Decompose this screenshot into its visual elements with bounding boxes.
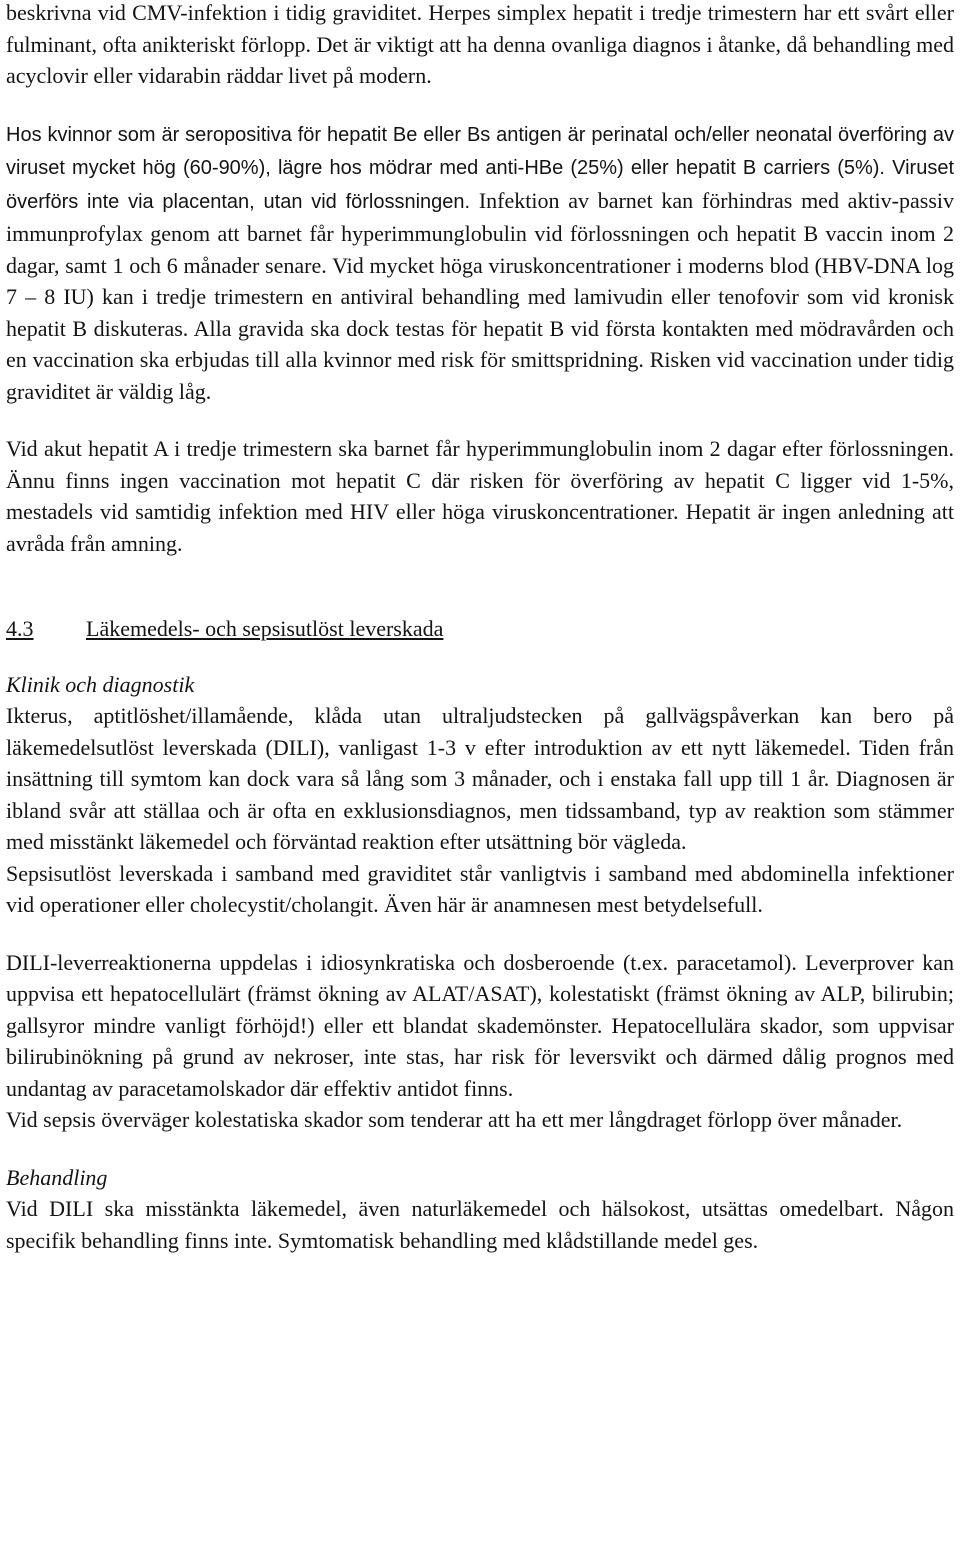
paragraph-klinik-sepsis: Sepsisutlöst leverskada i samband med graviditet står vanligtvis i samband med abdominella infektioner vid operationer eller cholecystit/cholangit. Även här är anamnesen mest betydelsefull. — [6, 860, 954, 917]
subheading-klinik: Klinik och diagnostik — [6, 671, 195, 697]
section-number: 4.3 — [6, 616, 34, 641]
paragraph-herpes: beskrivna vid CMV-infektion i tidig graviditet. Herpes simplex hepatit i tredje trimestern har ett svårt eller fulminant, ofta anikteriskt förlopp. Det är viktigt att ha denna ovanliga diagnos i åtanke, då behandling med acyclovir eller vidarabin räddar livet på modern. — [6, 0, 954, 88]
paragraph-spacer — [6, 92, 954, 118]
paragraph-spacer — [6, 1136, 954, 1162]
section-heading — [6, 613, 954, 645]
paragraph-hepatit-b — [6, 118, 954, 408]
paragraph-klinik-dili: DILI-leverreaktionerna uppdelas i idiosynkratiska och dosberoende (t.ex. paracetamol). Leverprover kan uppvisa ett hepatocellulärt (främst ökning av ALAT/ASAT), kolestatiskt (främst ökning av ALP, bilirubin; gallsyror mindre vanligt förhöjd!) eller ett blandat skademönster. Hepatocellulära skador, som uppvisar bilirubinökning på grund av nekroser, inte stas, har risk för leversvikt och därmed dålig prognos med undantag av paracetamolskador där effektiv antidot finns. — [6, 949, 954, 1101]
subheading-behandling: Behandling — [6, 1164, 108, 1190]
document-page — [6, 0, 954, 1256]
paragraph-hepatit-b-serif-run: Infektion av barnet kan förhindras med aktiv-passiv immunprofylax genom att barnet får hyperimmunglobulin vid förlossningen och hepatit B vaccin inom 2 dagar, samt 1 och 6 månader senare. Vid mycket höga viruskoncentrationer i moderns blod (HBV-DNA log 7 – 8 IU) kan i tredje trimestern en antiviral behandling med lamivudin eller tenofovir som vid kronisk hepatit B diskuteras. Alla gravida ska dock testas för hepatit B vid första kontakten med mödravården och en vaccination ska erbjudas till alla kvinnor med risk för smittspridning. Risken vid vaccination under tidig graviditet är väldig låg. — [6, 187, 954, 404]
paragraph-hepatit-b-sans-run: Hos kvinnor som är seropositiva för hepatit Be eller Bs antigen är perinatal och/eller neonatal överföring av viruset mycket hög (60-90%), lägre hos mödrar med anti-HBe (25%) eller hepatit B carriers (5%). Viruset överförs inte via placentan, utan vid förlossningen. — [6, 123, 954, 213]
paragraph-hepatit-a-c: Vid akut hepatit A i tredje trimestern ska barnet får hyperimmunglobulin inom 2 dagar efter förlossningen. Ännu finns ingen vaccination mot hepatit C där risken för överföring av hepatit C ligger vid 1-5%, mestadels vid samtidig infektion med HIV eller höga viruskoncentrationer. Hepatit är ingen anledning att avråda från amning. — [6, 436, 954, 556]
paragraph-behandling: Vid DILI ska misstänkta läkemedel, även naturläkemedel och hälsokost, utsättas omedelbart. Någon specifik behandling finns inte. Symtomatisk behandling med klådstillande medel ges. — [6, 1196, 954, 1253]
section-title: Läkemedels- och sepsisutlöst leverskada — [86, 616, 444, 641]
paragraph-klinik-ikterus: Ikterus, aptitlöshet/illamående, klåda utan ultraljudstecken på gallvägspåverkan kan bero på läkemedelsutlöst leverskada (DILI), vanligast 1-3 v efter introduktion av ett nytt läkemedel. Tiden från insättning till symtom kan dock vara så lång som 3 månader, och i enstaka fall upp till 1 år. Diagnosen är ibland svår att ställaa och är ofta en exklusionsdiagnos, men tidssamband, typ av reaktion som stämmer med misstänkt läkemedel och förväntad reaktion efter utsättning bör vägleda. — [6, 703, 954, 854]
paragraph-spacer — [6, 921, 954, 947]
paragraph-spacer — [6, 407, 954, 433]
section-spacer — [6, 559, 954, 613]
paragraph-klinik-kolestatiska: Vid sepsis överväger kolestatiska skador som tenderar att ha ett mer långdraget förlopp över månader. — [6, 1107, 903, 1132]
